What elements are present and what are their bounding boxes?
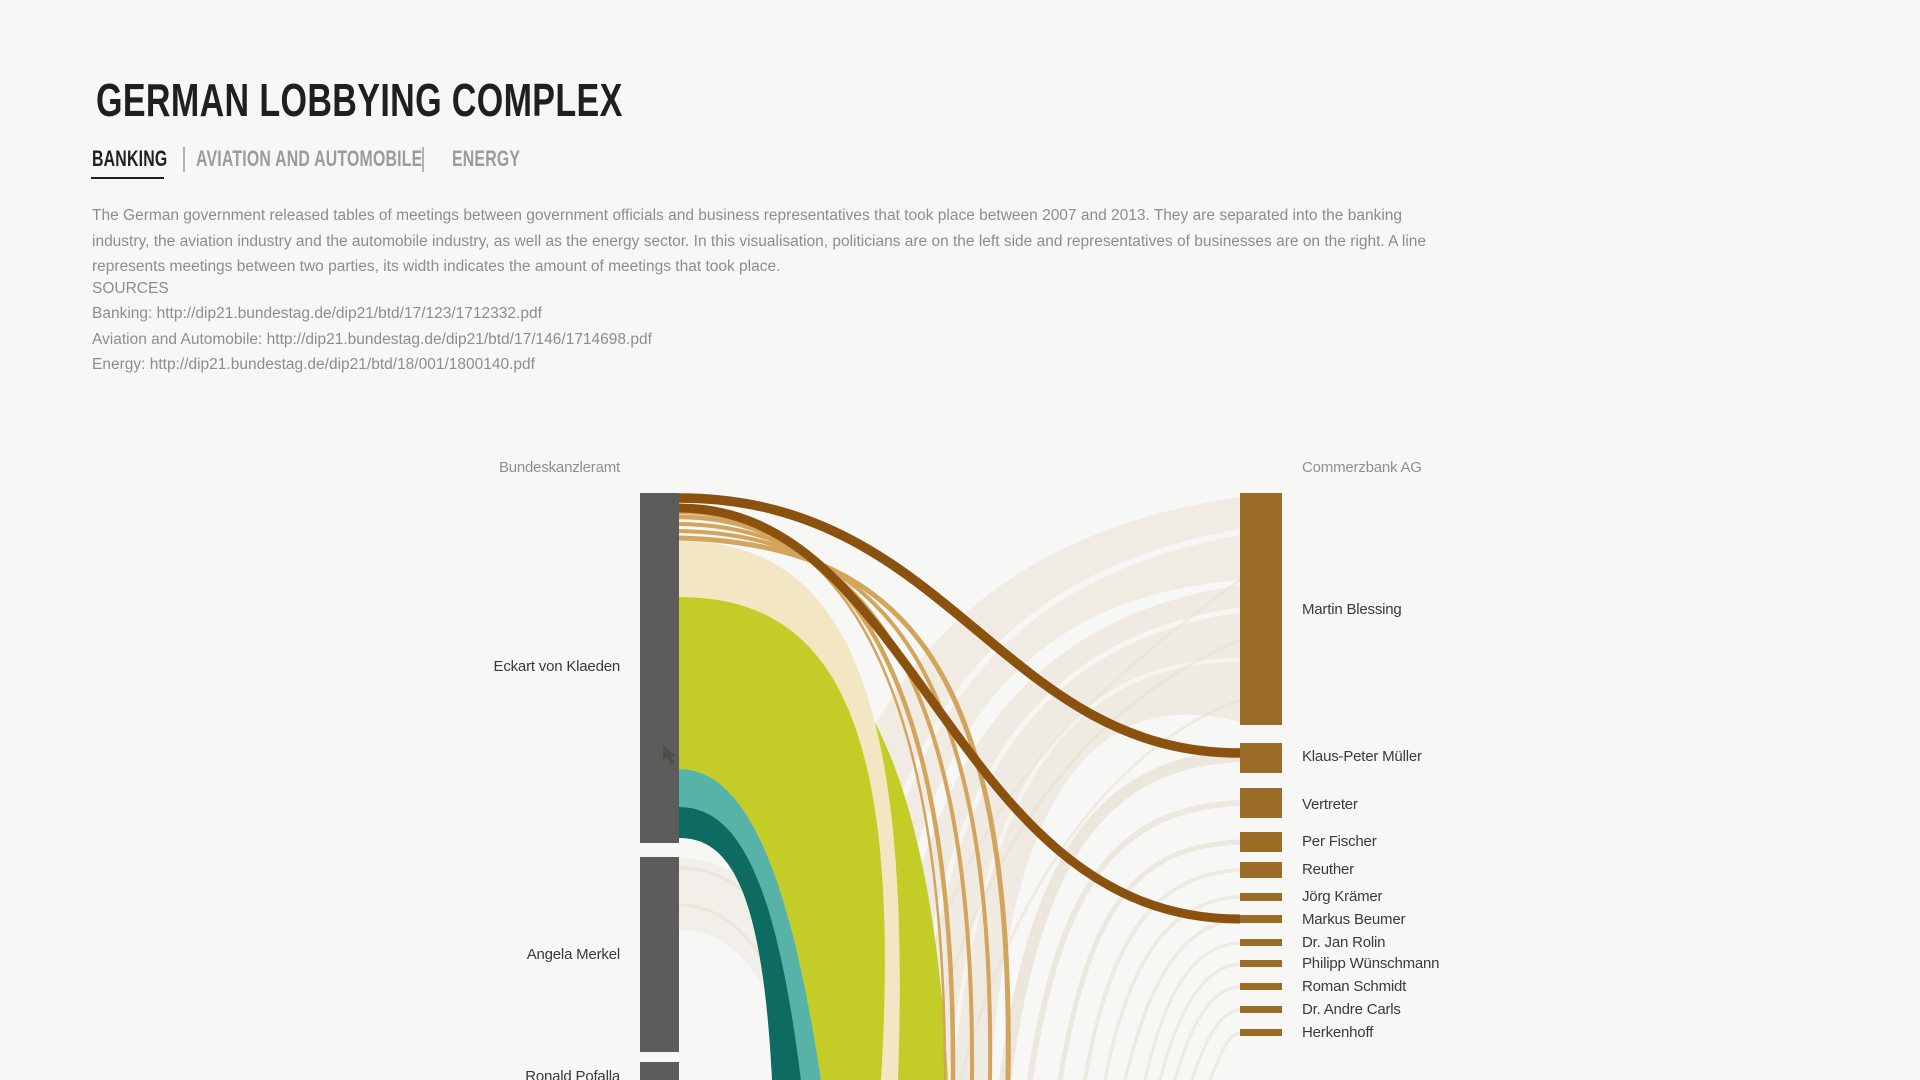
bar-reuther[interactable] bbox=[1240, 862, 1282, 878]
faint-fan-line-roman-schmidt bbox=[1175, 987, 1240, 1080]
bar-markus-beumer[interactable] bbox=[1240, 915, 1282, 923]
faint-fan-line-philipp-wuenschmann bbox=[1160, 964, 1240, 1080]
bar-ronald-pofalla[interactable] bbox=[640, 1062, 679, 1080]
source-link-banking[interactable]: Banking: http://dip21.bundestag.de/dip21/btd/17/123/1712332.pdf bbox=[92, 305, 542, 323]
left-group-label: Bundeskanzleramt bbox=[498, 459, 620, 476]
label-martin-blessing: Martin Blessing bbox=[1302, 601, 1402, 618]
bar-andre-carls[interactable] bbox=[1240, 1006, 1282, 1013]
label-jan-rolin: Dr. Jan Rolin bbox=[1302, 934, 1386, 951]
label-philipp-wuenschmann: Philipp Wünschmann bbox=[1302, 955, 1440, 972]
bar-herkenhoff[interactable] bbox=[1240, 1029, 1282, 1036]
tab-separator bbox=[422, 147, 424, 172]
active-tab-underline bbox=[91, 177, 164, 179]
label-eckart-von-klaeden: Eckart von Klaeden bbox=[493, 658, 620, 675]
label-markus-beumer: Markus Beumer bbox=[1302, 911, 1406, 928]
bar-philipp-wuenschmann[interactable] bbox=[1240, 960, 1282, 967]
label-per-fischer: Per Fischer bbox=[1302, 833, 1377, 850]
label-roman-schmidt: Roman Schmidt bbox=[1302, 978, 1407, 995]
source-link-aviation-automobile[interactable]: Aviation and Automobile: http://dip21.bundestag.de/dip21/btd/17/146/1714698.pdf bbox=[92, 330, 652, 348]
right-group-label: Commerzbank AG bbox=[1302, 459, 1422, 476]
tab-banking[interactable]: BANKING bbox=[92, 146, 168, 171]
sources-block bbox=[92, 276, 652, 378]
label-herkenhoff: Herkenhoff bbox=[1302, 1024, 1374, 1041]
label-ronald-pofalla: Ronald Pofalla bbox=[525, 1068, 620, 1080]
tab-energy[interactable]: ENERGY bbox=[452, 146, 521, 171]
label-angela-merkel: Angela Merkel bbox=[526, 946, 620, 963]
bar-joerg-kraemer[interactable] bbox=[1240, 893, 1282, 901]
bar-roman-schmidt[interactable] bbox=[1240, 983, 1282, 990]
description-text: The German government released tables of meetings between government officials and business representatives that took place between 2007 and 2013. They are separated into the banking industry, the aviation industry and the automobile industry, as well as the energy sector. In this visualisation, politicians are on the left side and representatives of businesses are on the right. A line represents meetings between two parties, its width indicates the amount of meetings that took place. bbox=[92, 207, 1427, 275]
label-joerg-kraemer: Jörg Krämer bbox=[1302, 888, 1383, 905]
tab-aviation-and-automobile[interactable]: AVIATION AND AUTOMOBILE bbox=[196, 146, 423, 171]
faint-fan-line-per-fischer bbox=[1060, 842, 1240, 1080]
bar-jan-rolin[interactable] bbox=[1240, 939, 1282, 946]
bar-eckart-von-klaeden[interactable] bbox=[640, 493, 679, 843]
label-klaus-peter-mueller: Klaus-Peter Müller bbox=[1302, 748, 1422, 765]
bar-angela-merkel[interactable] bbox=[640, 857, 679, 1052]
sources-heading: SOURCES bbox=[92, 280, 169, 297]
faint-fan-line-herkenhoff bbox=[1210, 1033, 1240, 1080]
page-title: GERMAN LOBBYING COMPLEX bbox=[96, 73, 623, 126]
label-andre-carls: Dr. Andre Carls bbox=[1302, 1001, 1401, 1018]
tab-separator bbox=[183, 147, 185, 172]
bar-martin-blessing[interactable] bbox=[1240, 493, 1282, 725]
label-reuther: Reuther bbox=[1302, 861, 1354, 878]
label-vertreter: Vertreter bbox=[1302, 796, 1358, 813]
bar-per-fischer[interactable] bbox=[1240, 832, 1282, 852]
bar-klaus-peter-mueller[interactable] bbox=[1240, 743, 1282, 773]
bar-vertreter[interactable] bbox=[1240, 788, 1282, 818]
source-link-energy[interactable]: Energy: http://dip21.bundestag.de/dip21/btd/18/001/1800140.pdf bbox=[92, 356, 535, 374]
faint-fan-line-jan-rolin bbox=[1145, 943, 1240, 1080]
